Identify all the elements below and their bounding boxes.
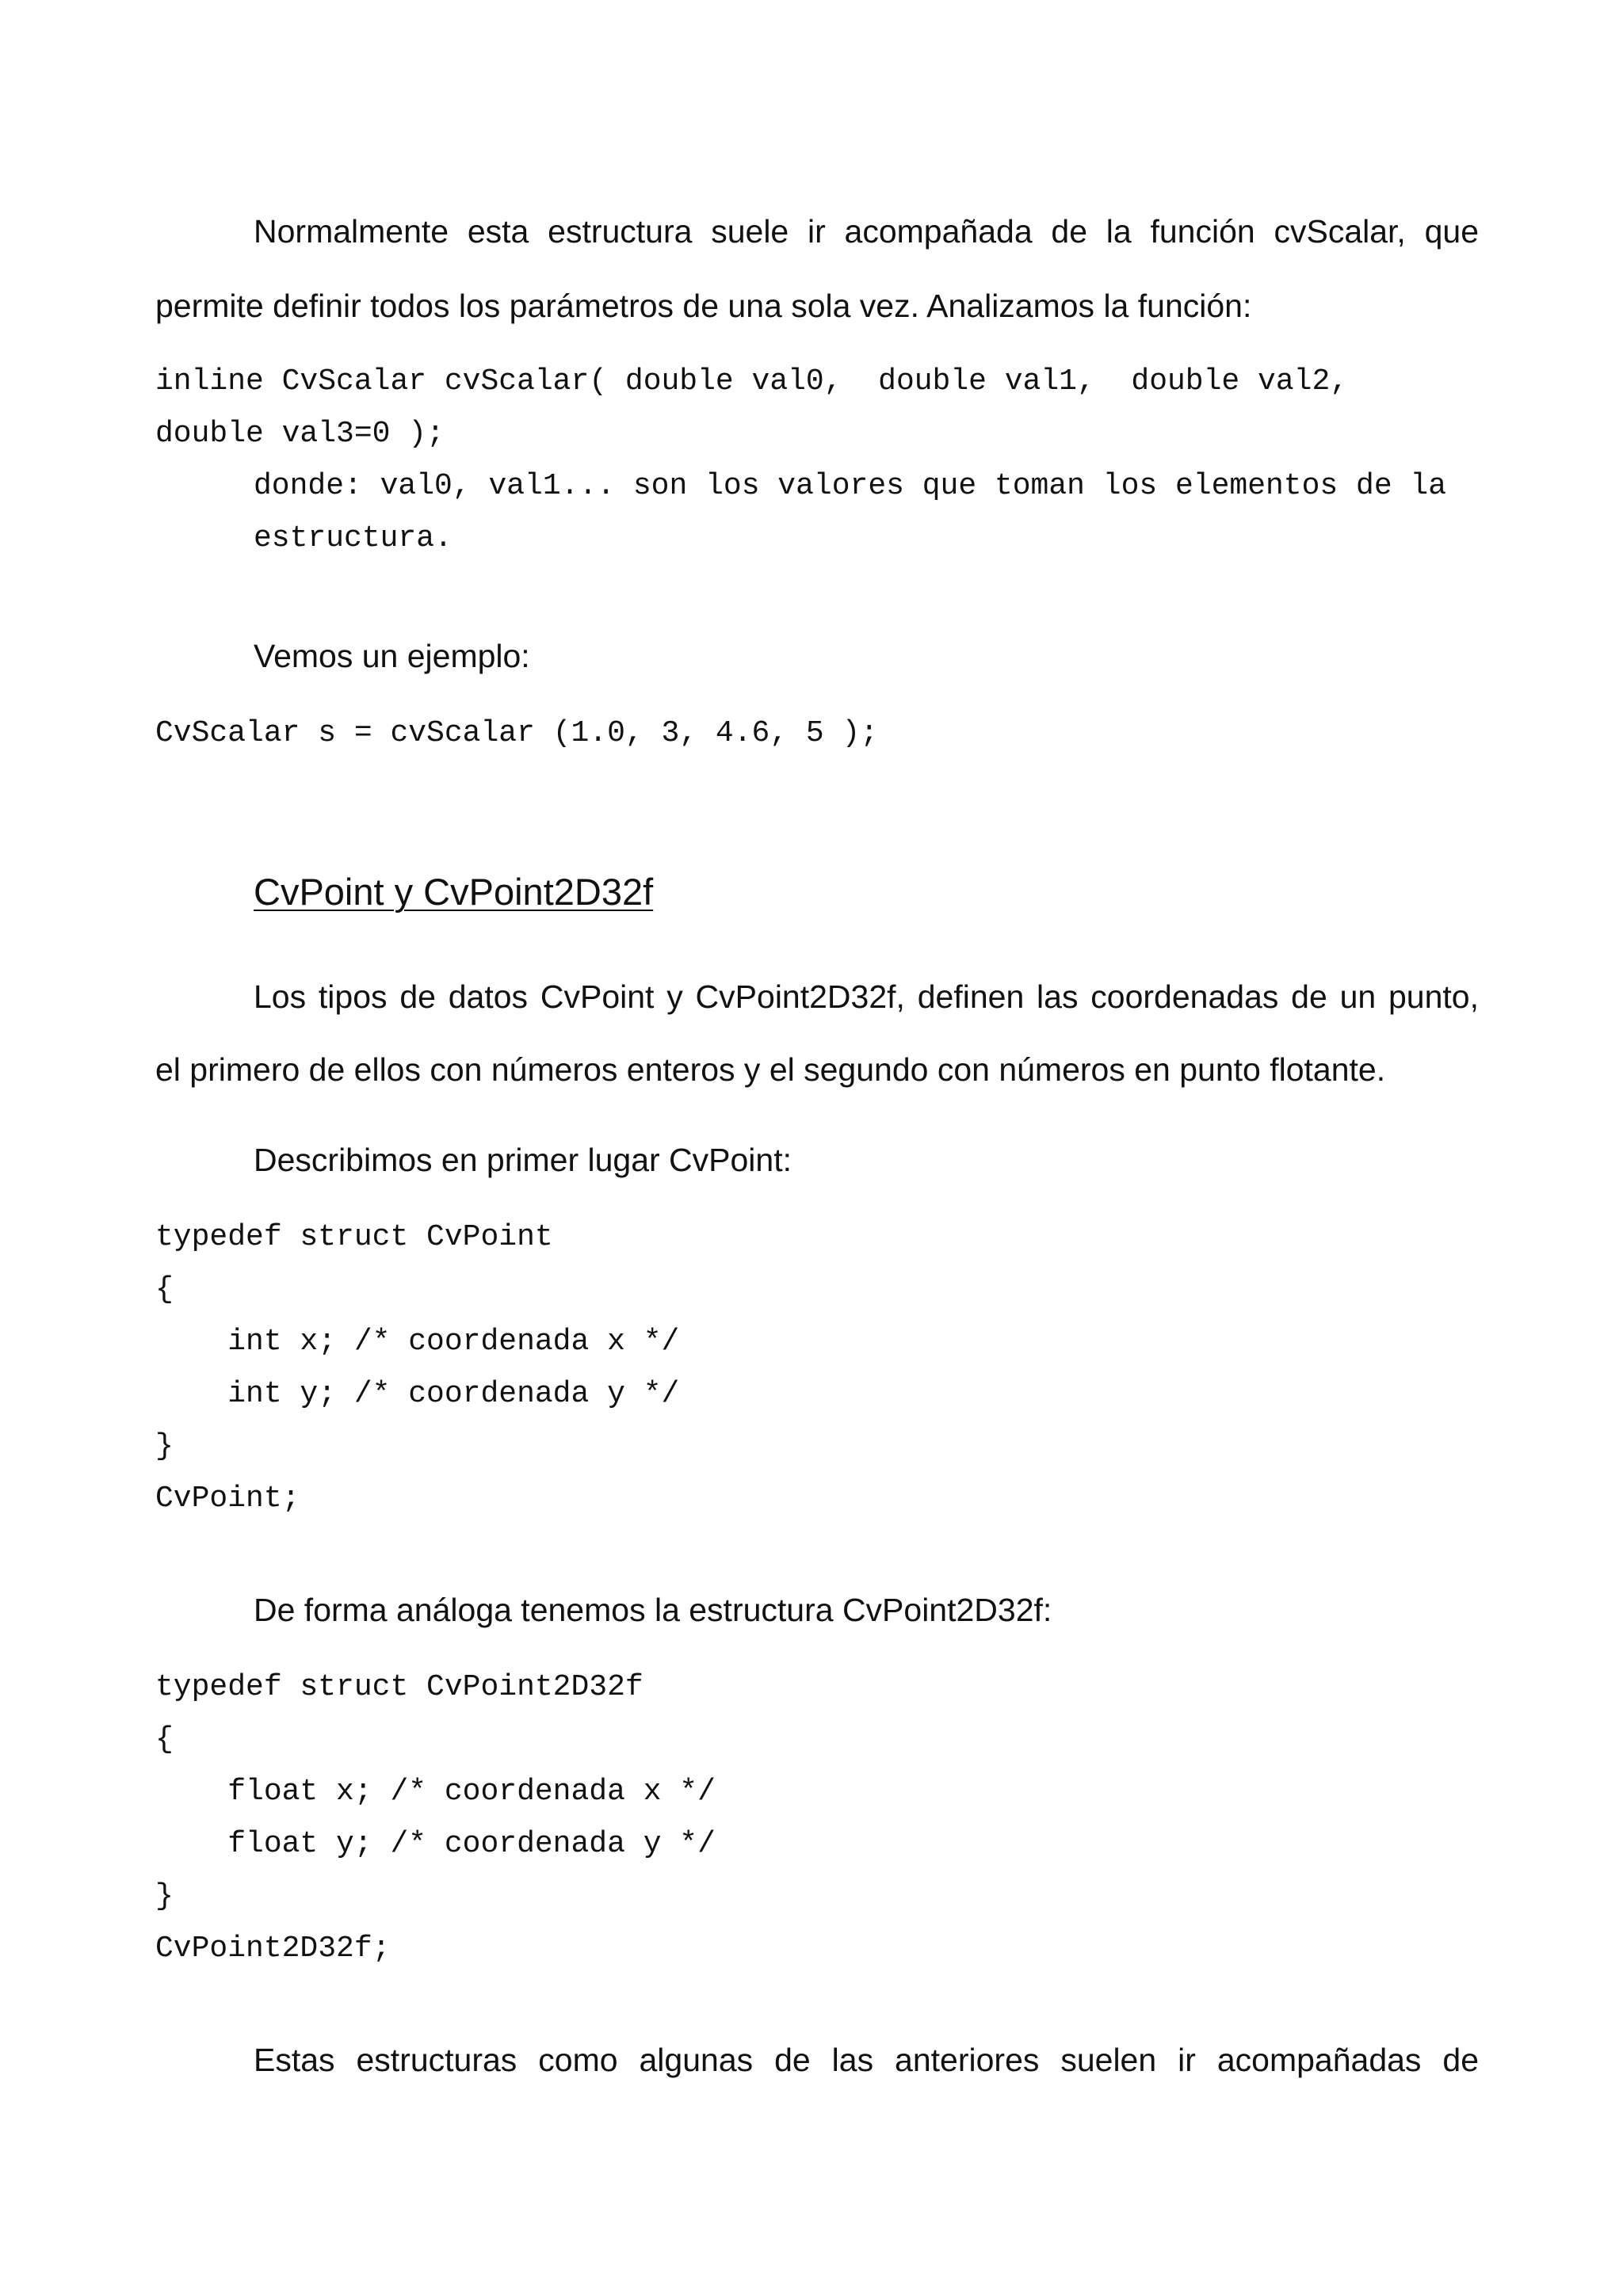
code-cvpoint-line: } bbox=[155, 1429, 174, 1463]
code-cvpoint2d-line: typedef struct CvPoint2D32f bbox=[155, 1670, 643, 1704]
code-cvpoint2d-line: { bbox=[155, 1722, 174, 1756]
code-cvpoint2d-line: float x; /* coordenada x */ bbox=[155, 1775, 716, 1809]
code-donde-line1: donde: val0, val1... son los valores que toman los elementos de la bbox=[254, 469, 1447, 503]
paragraph-cvpoint-intro-line2: el primero de ellos con números enteros y el segundo con números en punto flotante. bbox=[155, 1051, 1386, 1088]
paragraph-structures-accompanied: Estas estructuras como algunas de las anteriores suelen ir acompañadas de bbox=[254, 2042, 1479, 2078]
code-cvpoint-line: { bbox=[155, 1272, 174, 1306]
code-cvpoint2d-line: } bbox=[155, 1879, 174, 1913]
code-example-cvscalar: CvScalar s = cvScalar (1.0, 3, 4.6, 5 ); bbox=[155, 716, 879, 750]
section-heading-cvpoint: CvPoint y CvPoint2D32f bbox=[254, 871, 654, 913]
code-cvpoint2d-line: float y; /* coordenada y */ bbox=[155, 1827, 716, 1861]
paragraph-cvscalar-intro-line1: Normalmente esta estructura suele ir acompañada de la función cvScalar, que bbox=[254, 213, 1479, 250]
code-cvpoint-line: CvPoint; bbox=[155, 1482, 300, 1516]
paragraph-describe-cvpoint: Describimos en primer lugar CvPoint: bbox=[254, 1142, 792, 1178]
code-cvpoint2d-line: CvPoint2D32f; bbox=[155, 1932, 391, 1966]
code-cvscalar-signature-line1: inline CvScalar cvScalar( double val0, double val1, double val2, bbox=[155, 364, 1349, 399]
paragraph-example-intro: Vemos un ejemplo: bbox=[254, 638, 530, 674]
paragraph-cvscalar-intro-line2: permite definir todos los parámetros de una sola vez. Analizamos la función: bbox=[155, 288, 1252, 324]
paragraph-analogous-cvpoint2d: De forma análoga tenemos la estructura CvPoint2D32f: bbox=[254, 1592, 1052, 1628]
code-cvscalar-signature-line2: double val3=0 ); bbox=[155, 417, 445, 451]
code-cvpoint-line: typedef struct CvPoint bbox=[155, 1220, 553, 1254]
code-cvpoint-line: int x; /* coordenada x */ bbox=[155, 1325, 680, 1359]
code-donde-line2: estructura. bbox=[254, 521, 453, 555]
code-cvpoint-line: int y; /* coordenada y */ bbox=[155, 1377, 680, 1411]
paragraph-cvpoint-intro-line1: Los tipos de datos CvPoint y CvPoint2D32f, definen las coordenadas de un punto, bbox=[254, 978, 1479, 1015]
